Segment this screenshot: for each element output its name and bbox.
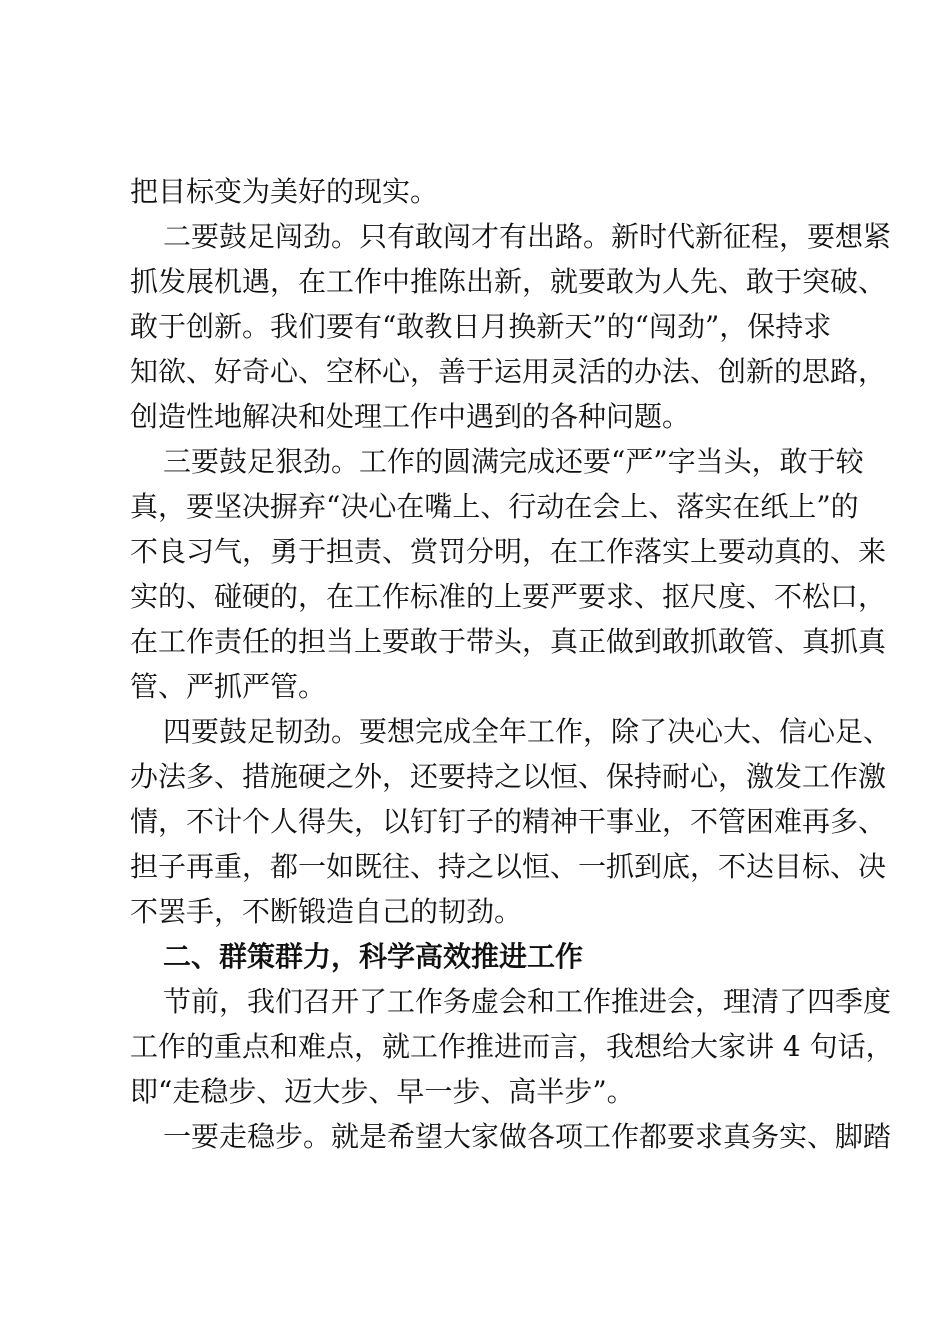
- paragraph-line: 在工作责任的担当上要敢于带头，真正做到敢抓敢管、真抓真: [130, 625, 887, 658]
- paragraph-line: 敢于创新。我们要有“敢教日月换新天”的“闯劲”，保持求: [130, 310, 832, 343]
- paragraph-line: 管、严抓严管。: [130, 670, 327, 703]
- paragraph-line: 把目标变为美好的现实。: [130, 175, 439, 208]
- paragraph-line: 真，要坚决摒弃“决心在嘴上、行动在会上、落实在纸上”的: [130, 490, 859, 523]
- paragraph-line: 节前，我们召开了工作务虚会和工作推进会，理清了四季度: [163, 985, 892, 1018]
- paragraph-line: 实的、碰硬的，在工作标准的上要严要求、抠尺度、不松口，: [130, 580, 887, 613]
- paragraph-line: 四要鼓足韧劲。要想完成全年工作，除了决心大、信心足、: [163, 715, 892, 748]
- paragraph-line: 三要鼓足狠劲。工作的圆满完成还要“严”字当头，敢于较: [163, 445, 864, 478]
- paragraph-line: 即“走稳步、迈大步、早一步、高半步”。: [130, 1075, 635, 1108]
- paragraph-line: 情，不计个人得失，以钉钉子的精神干事业，不管困难再多、: [130, 805, 887, 838]
- paragraph-line: 创造性地解决和处理工作中遇到的各种问题。: [130, 400, 691, 433]
- paragraph-line: 不罢手，不断锻造自己的韧劲。: [130, 895, 523, 928]
- paragraph-line: 一要走稳步。就是希望大家做各项工作都要求真务实、脚踏: [163, 1120, 892, 1153]
- paragraph-line: 知欲、好奇心、空杯心，善于运用灵活的办法、创新的思路，: [130, 355, 887, 388]
- paragraph-line: 抓发展机遇，在工作中推陈出新，就要敢为人先、敢于突破、: [130, 265, 887, 298]
- paragraph-line: 二要鼓足闯劲。只有敢闯才有出路。新时代新征程，要想紧: [163, 220, 892, 253]
- paragraph-line: 办法多、措施硬之外，还要持之以恒、保持耐心，激发工作激: [130, 760, 887, 793]
- section-heading: 二、群策群力，科学高效推进工作: [163, 940, 584, 973]
- paragraph-line: 担子再重，都一如既往、持之以恒、一抓到底，不达目标、决: [130, 850, 887, 883]
- paragraph-line: 不良习气，勇于担责、赏罚分明，在工作落实上要动真的、来: [130, 535, 887, 568]
- paragraph-line: 工作的重点和难点，就工作推进而言，我想给大家讲 4 句话，: [130, 1030, 894, 1063]
